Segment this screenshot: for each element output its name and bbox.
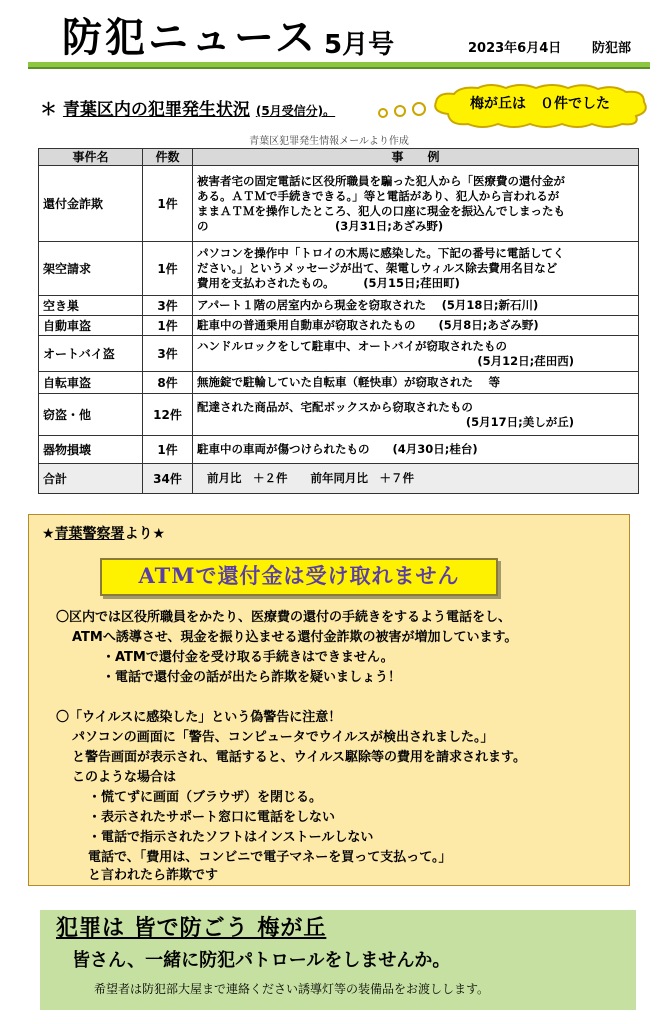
example-line: ある。ＡＴＭで手続きできる。」等と電話があり、犯人から言われるが [197,188,560,203]
crime-example [193,316,639,336]
notice-line: ・表示されたサポート窓口に電話をしない [88,810,336,825]
example-line: 被害者宅の固定電話に区役所職員を騙った犯人から「医療費の還付金が [197,173,565,188]
crime-count: 3件 [143,296,193,316]
notice-line: 〇区内では区役所職員をかたり、医療費の還付の手続きをするよう電話をし、 [56,610,512,625]
crime-count: 8件 [143,372,193,394]
column-header-type: 事件名 [39,149,143,166]
example-line: 駐車中の車両が傷つけられたもの (4月30日;桂台) [197,442,478,456]
table-row [39,372,639,394]
total-label: 合計 [39,464,143,494]
crime-example [193,296,639,316]
example-line: ままＡＴＭを操作したところ、犯人の口座に現金を振込んでしまったも [197,203,565,218]
crime-example [193,336,639,372]
police-heading [42,524,165,544]
notice-line: ・電話で指示されたソフトはインストールしない [88,830,374,845]
example-line: 費用を支払わされたもの。 (5月15日;荏田町) [197,276,460,290]
example-line: ハンドルロックをして駐車中、オートバイが窃取されたもの [197,338,508,353]
notice-line: ・電話で還付金の話が出たら詐欺を疑いましょう！ [102,670,402,685]
crime-example [193,242,639,296]
table-caption: 青葉区犯罪発生情報メールより作成 [249,136,409,147]
contact-note: 希望者は防犯部大屋まで連絡ください誘導灯等の装備品をお渡しします。 [94,982,490,996]
warning-banner-text: ATMで還付金は受け取れません [138,563,460,588]
police-heading-suffix: より★ [124,526,166,542]
crime-type: 自転車盗 [39,372,143,394]
crime-example [193,394,639,436]
crime-type: オートバイ盗 [39,336,143,372]
table-row [39,336,639,372]
section-title-text: 青葉区内の犯罪発生状況 [62,100,250,120]
thought-dot [394,105,406,117]
slogan: 犯罪は 皆で防ごう 梅が丘 [56,916,327,941]
star-icon: ★ [42,526,55,542]
crime-count: 1件 [143,436,193,464]
table-row [39,316,639,336]
crime-count: 1件 [143,316,193,336]
thought-dot [378,108,388,118]
department-name: 防犯部 [592,41,632,56]
example-line: 無施錠で駐輪していた自転車（軽快車）が窃取された 等 [197,375,501,389]
example-line: (5月12日;荏田西) [477,353,574,368]
table-row [39,394,639,436]
crime-count: 3件 [143,336,193,372]
header-divider [28,62,650,69]
table-row [39,296,639,316]
column-header-count: 件数 [143,149,193,166]
table-row [39,166,639,242]
issue-label: 5月号 [324,30,395,60]
newsletter-title: 防犯ニュース [62,15,318,61]
table-total-row [39,464,639,494]
crime-type: 自動車盗 [39,316,143,336]
example-line: 駐車中の普通乗用自動車が窃取されたもの (5月8日;あざみ野) [197,318,539,332]
crime-type: 器物損壊 [39,436,143,464]
column-header-example: 事 例 [193,149,639,166]
patrol-invite: 皆さん、一緒に防犯パトロールをしませんか。 [72,950,451,971]
total-comparison: 前月比 ＋２件 前年同月比 ＋７件 [193,464,639,494]
example-line: ださい。」というメッセージが出て、架電しウィルス除去費用名目など [197,261,558,275]
thought-dot [412,102,426,116]
table-row [39,242,639,296]
notice-line: ATMへ誘導させ、現金を振り込ませる還付金詐欺の被害が増加しています。 [72,630,518,645]
issue-date: 2023年6月4日 [468,41,562,56]
notice-line: 〇「ウイルスに感染した」という偽警告に注意！ [56,710,342,725]
speech-cloud-text: 梅が丘は ０件でした [470,96,610,112]
table-row [39,436,639,464]
police-station-name: 青葉警察署 [54,526,125,542]
notice-line: このような場合は [72,770,177,785]
crime-type: 空き巣 [39,296,143,316]
crime-example [193,436,639,464]
example-line: の (3月31日;あざみ野) [197,218,444,233]
crime-count: 1件 [143,166,193,242]
notice-line: ・慌てずに画面（ブラウザ）を閉じる。 [88,790,323,805]
crime-example [193,372,639,394]
crime-example [193,166,639,242]
section-title [40,98,335,123]
crime-count: 12件 [143,394,193,436]
crime-count: 1件 [143,242,193,296]
section-bullet: ＊ [40,100,57,120]
table-header-row [39,149,639,166]
notice-line: 電話で、「費用は、コンビニで電子マネーを買って支払って。」 [88,850,452,865]
example-line: (5月17日;美しが丘) [465,414,574,429]
notice-line: ・ATMで還付金を受け取る手続きはできません。 [102,650,394,665]
example-line: アパート１階の居室内から現金を窃取された (5月18日;新石川) [197,298,539,312]
crime-type: 窃盗・他 [39,394,143,436]
section-title-note: (5月受信分)。 [255,104,336,118]
example-line: 配達された商品が、宅配ボックスから窃取されたもの [197,399,473,414]
notice-line: と言われたら詐欺です [88,868,219,883]
notice-line: パソコンの画面に「警告、コンピュータでウイルスが検出されました。」 [72,730,494,745]
crime-type: 架空請求 [39,242,143,296]
crime-type: 還付金詐欺 [39,166,143,242]
crime-table [38,148,639,494]
total-count: 34件 [143,464,193,494]
notice-line: と警告画面が表示され、電話すると、ウイルス駆除等の費用を請求されます。 [72,750,526,765]
example-line: パソコンを操作中「トロイの木馬に感染した。下記の番号に電話してく [197,246,565,260]
